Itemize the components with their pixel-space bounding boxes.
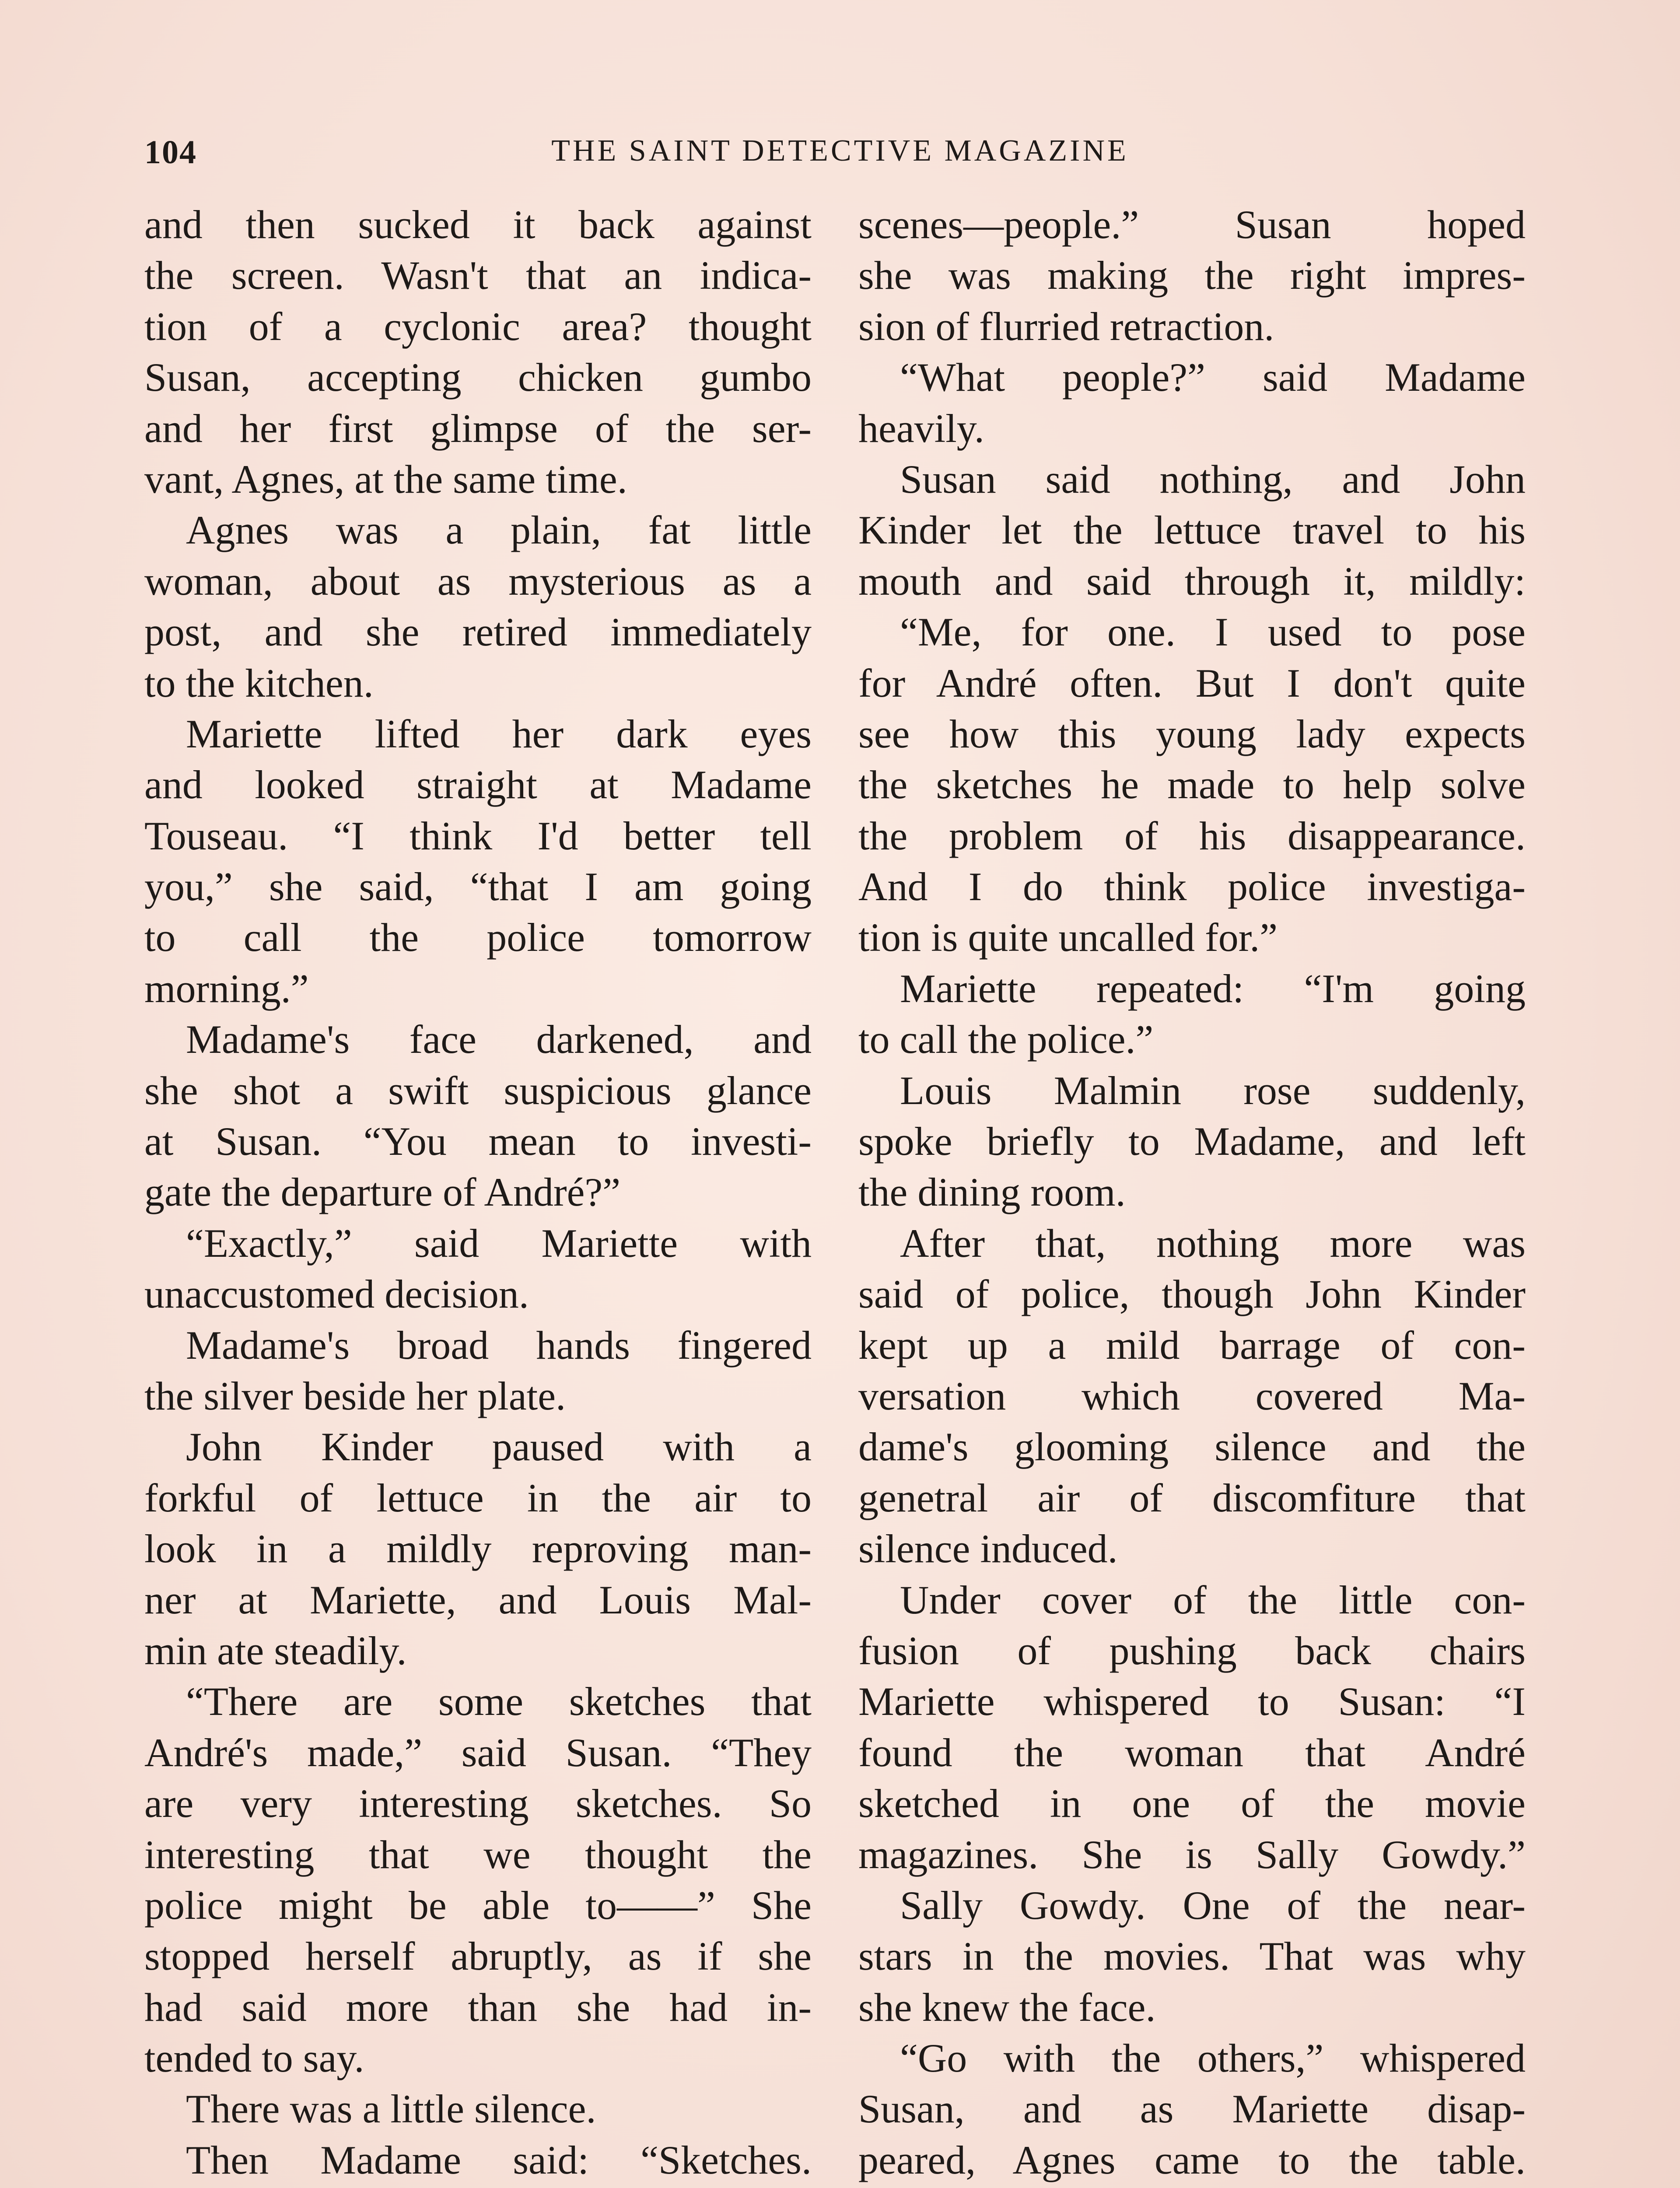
text-line: had said more than she had in-: [144, 1985, 812, 2030]
text-line: the silver beside her plate.: [144, 1373, 566, 1418]
text-line: kept up a mild barrage of con-: [858, 1322, 1526, 1368]
text-line: Under cover of the little con-: [900, 1577, 1526, 1622]
text-line: Susan said nothing, and John: [900, 456, 1526, 501]
text-line: Kinder let the lettuce travel to his: [858, 508, 1526, 553]
text-line: “Exactly,” said Mariette with: [186, 1220, 812, 1266]
text-line: versation which covered Ma-: [858, 1373, 1526, 1418]
text-line: John Kinder paused with a: [186, 1424, 812, 1469]
text-line: the dining room.: [858, 1170, 1126, 1215]
text-line: for André often. But I don't quite: [858, 660, 1526, 705]
text-line: vant, Agnes, at the same time.: [144, 456, 627, 501]
text-line: police might be able to——” She: [144, 1883, 812, 1928]
text-line: Sally Gowdy. One of the near-: [900, 1883, 1526, 1928]
text-line: stopped herself abruptly, as if she: [144, 1934, 812, 1979]
text-line: the screen. Wasn't that an indica-: [144, 253, 812, 298]
text-line: Madame's broad hands fingered: [186, 1322, 812, 1368]
text-line: scenes—people.” Susan hoped: [858, 202, 1526, 247]
text-line: silence induced.: [858, 1526, 1118, 1571]
left-text-column: [144, 199, 812, 2188]
text-line: Susan, accepting chicken gumbo: [144, 355, 812, 400]
text-line: you,” she said, “that I am going: [144, 864, 812, 909]
text-line: at Susan. “You mean to investi-: [144, 1119, 812, 1164]
text-line: Mariette whispered to Susan: “I: [858, 1679, 1526, 1724]
text-line: fusion of pushing back chairs: [858, 1628, 1526, 1673]
text-line: and then sucked it back against: [144, 202, 812, 247]
page-header: [144, 133, 1536, 173]
text-line: sketched in one of the movie: [858, 1781, 1526, 1826]
text-line: Touseau. “I think I'd better tell: [144, 813, 812, 858]
text-line: are very interesting sketches. So: [144, 1781, 812, 1826]
text-line: said of police, though John Kinder: [858, 1272, 1526, 1317]
text-line: to call the police tomorrow: [144, 915, 812, 960]
text-line: And I do think police investiga-: [858, 864, 1526, 909]
text-line: stars in the movies. That was why: [858, 1934, 1526, 1979]
text-line: ner at Mariette, and Louis Mal-: [144, 1577, 812, 1622]
text-line: and her first glimpse of the ser-: [144, 406, 812, 451]
text-line: look in a mildly reproving man-: [144, 1526, 812, 1571]
text-line: “What people?” said Madame: [900, 355, 1526, 400]
text-line: woman, about as mysterious as a: [144, 558, 812, 603]
text-line: Mariette repeated: “I'm going: [900, 966, 1526, 1011]
text-line: “There are some sketches that: [186, 1679, 812, 1724]
text-line: “Go with the others,” whispered: [900, 2036, 1526, 2081]
text-line: found the woman that André: [858, 1730, 1526, 1775]
text-line: the problem of his disappearance.: [858, 813, 1526, 858]
text-line: After that, nothing more was: [900, 1220, 1526, 1266]
text-line: There was a little silence.: [186, 2086, 596, 2132]
text-line: peared, Agnes came to the table.: [858, 2137, 1526, 2182]
text-line: she was making the right impres-: [858, 253, 1526, 298]
page-number: 104: [144, 134, 197, 171]
text-line: min ate steadily.: [144, 1628, 407, 1673]
text-line: gate the departure of André?”: [144, 1170, 621, 1215]
text-line: magazines. She is Sally Gowdy.”: [858, 1832, 1526, 1877]
text-line: Then Madame said: “Sketches.: [186, 2137, 812, 2182]
text-line: spoke briefly to Madame, and left: [858, 1119, 1526, 1164]
text-line: and looked straight at Madame: [144, 762, 812, 807]
text-line: she knew the face.: [858, 1985, 1156, 2030]
text-line: she shot a swift suspicious glance: [144, 1068, 812, 1113]
text-line: tended to say.: [144, 2036, 364, 2081]
text-line: morning.”: [144, 966, 309, 1011]
text-line: Madame's face darkened, and: [186, 1017, 812, 1062]
text-line: [858, 2185, 1526, 2188]
right-text-column: [858, 199, 1526, 2188]
text-line: genetral air of discomfiture that: [858, 1475, 1526, 1520]
text-line: heavily.: [858, 406, 984, 451]
text-line: see how this young lady expects: [858, 711, 1526, 756]
text-line: tion of a cyclonic area? thought: [144, 304, 812, 349]
text-line: [144, 2185, 812, 2188]
text-line: Mariette lifted her dark eyes: [186, 711, 812, 756]
text-line: “Me, for one. I used to pose: [900, 610, 1526, 655]
text-line: sion of flurried retraction.: [858, 304, 1274, 349]
running-head: THE SAINT DETECTIVE MAGAZINE: [551, 134, 1129, 168]
text-line: forkful of lettuce in the air to: [144, 1475, 812, 1520]
text-line: tion is quite uncalled for.”: [858, 915, 1278, 960]
text-line: André's made,” said Susan. “They: [144, 1730, 812, 1775]
text-line: Susan, and as Mariette disap-: [858, 2086, 1526, 2132]
text-line: post, and she retired immediately: [144, 610, 812, 655]
text-line: mouth and said through it, mildly:: [858, 558, 1526, 603]
text-line: interesting that we thought the: [144, 1832, 812, 1877]
text-line: Louis Malmin rose suddenly,: [900, 1068, 1526, 1113]
text-line: unaccustomed decision.: [144, 1272, 529, 1317]
text-line: to call the police.”: [858, 1017, 1154, 1062]
text-line: to the kitchen.: [144, 660, 374, 705]
text-line: Agnes was a plain, fat little: [186, 508, 812, 553]
text-line: dame's glooming silence and the: [858, 1424, 1526, 1469]
text-line: the sketches he made to help solve: [858, 762, 1526, 807]
